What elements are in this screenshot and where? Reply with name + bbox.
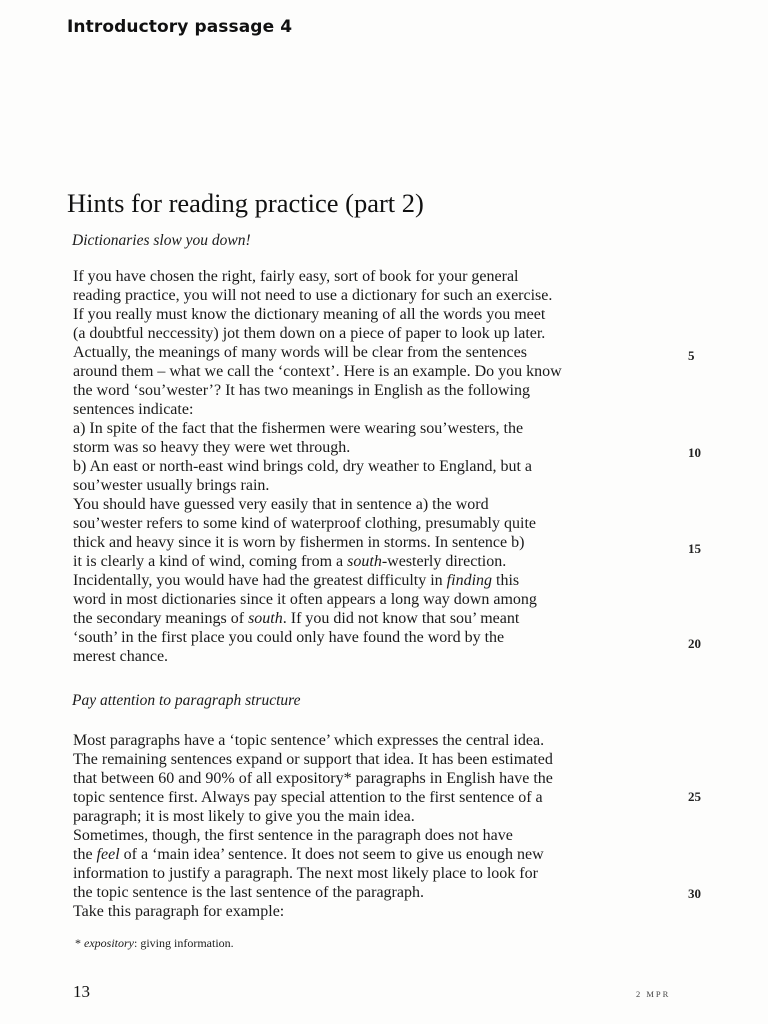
text-segment: sentences indicate: — [73, 401, 194, 418]
text-segment: of a ‘main idea’ sentence. It does not seem to give us enough new — [119, 846, 544, 863]
text-line — [73, 902, 284, 921]
text-segment: Most paragraphs have a ‘topic sentence’ which expresses the central idea. — [73, 732, 545, 749]
footnote — [75, 936, 234, 951]
text-segment: b) An east or north-east wind brings cold, dry weather to England, but a — [73, 458, 532, 475]
text-segment: information to justify a paragraph. The next most likely place to look for — [73, 865, 538, 882]
text-line — [73, 864, 538, 883]
footnote-term: expository — [84, 936, 134, 950]
text-line — [73, 457, 532, 476]
text-segment: sou’wester refers to some kind of waterproof clothing, presumably quite — [73, 515, 536, 532]
text-segment: this — [492, 572, 520, 589]
line-number: 5 — [688, 348, 695, 363]
text-segment: If you have chosen the right, fairly easy, sort of book for your general — [73, 268, 519, 285]
text-line — [73, 400, 193, 419]
text-line — [73, 267, 518, 286]
text-segment: (a doubtful neccessity) jot them down on a piece of paper to look up later. — [73, 325, 546, 342]
text-segment: Actually, the meanings of many words will be clear from the sentences — [73, 344, 527, 361]
text-segment: the word ‘sou’wester’? It has two meanings in English as the following — [73, 382, 530, 399]
text-line — [73, 476, 269, 495]
text-line — [73, 324, 545, 343]
text-segment: You should have guessed very easily that in sentence a) the word — [73, 496, 489, 513]
text-line — [73, 750, 553, 769]
line-number: 25 — [688, 789, 701, 804]
text-segment: the secondary meanings of — [73, 610, 249, 627]
italic-word: south — [347, 553, 382, 570]
text-segment: merest chance. — [73, 648, 169, 665]
text-segment: reading practice, you will not need to use a dictionary for such an exercise. — [73, 287, 553, 304]
text-line — [73, 628, 504, 647]
line-number: 15 — [688, 541, 701, 556]
text-line — [73, 533, 524, 552]
passage-header: Introductory passage 4 — [67, 17, 293, 37]
text-segment: sou’wester usually brings rain. — [73, 477, 270, 494]
text-segment: ‘south’ in the first place you could only have found the word by the — [73, 629, 505, 646]
line-number: 30 — [688, 886, 701, 901]
text-segment: around them – what we call the ‘context’. Here is an example. Do you know — [73, 363, 562, 380]
text-segment: If you really must know the dictionary meaning of all the words you meet — [73, 306, 546, 323]
text-line — [73, 788, 543, 807]
text-line — [73, 845, 544, 864]
line-number: 10 — [688, 445, 701, 460]
text-segment: the — [73, 846, 97, 863]
text-line — [73, 381, 530, 400]
text-segment: it is clearly a kind of wind, coming from a — [73, 553, 348, 570]
page-number: 13 — [73, 982, 90, 1001]
text-line — [73, 362, 562, 381]
printer-signature-mark: 2 MPR — [636, 989, 671, 999]
text-line — [73, 286, 552, 305]
text-line — [73, 495, 489, 514]
text-line — [73, 647, 168, 666]
text-segment: thick and heavy since it is worn by fishermen in storms. In sentence b) — [73, 534, 525, 551]
text-line — [73, 514, 536, 533]
page-title: Hints for reading practice (part 2) — [67, 188, 424, 218]
text-line — [73, 419, 523, 438]
text-line — [73, 609, 519, 628]
text-line — [73, 883, 424, 902]
text-line — [73, 571, 519, 590]
text-segment: Take this paragraph for example: — [73, 903, 285, 920]
text-segment: -westerly direction. — [381, 553, 507, 570]
text-segment: paragraph; it is most likely to give you the main idea. — [73, 808, 415, 825]
text-segment: a) In spite of the fact that the fishermen were wearing sou’westers, the — [73, 420, 524, 437]
text-line — [73, 826, 513, 845]
italic-word: south — [248, 610, 283, 627]
footnote-marker: * — [75, 936, 84, 950]
text-segment: Incidentally, you would have had the greatest difficulty in — [73, 572, 447, 589]
text-segment: that between 60 and 90% of all expository* paragraphs in English have the — [73, 770, 553, 787]
line-number: 20 — [688, 636, 701, 651]
text-segment: The remaining sentences expand or support that idea. It has been estimated — [73, 751, 553, 768]
italic-word: feel — [96, 846, 120, 863]
text-segment: . If you did not know that sou’ meant — [282, 610, 520, 627]
subheading-paragraph-structure: Pay attention to paragraph structure — [72, 692, 301, 709]
text-line — [73, 305, 545, 324]
text-line — [73, 590, 537, 609]
subheading-dictionaries: Dictionaries slow you down! — [72, 232, 251, 249]
text-line — [73, 769, 553, 788]
text-line — [73, 343, 527, 362]
footnote-text: : giving information. — [134, 936, 234, 950]
text-line — [73, 552, 506, 571]
text-segment: Sometimes, though, the first sentence in the paragraph does not have — [73, 827, 513, 844]
text-line — [73, 807, 415, 826]
text-segment: word in most dictionaries since it often appears a long way down among — [73, 591, 537, 608]
text-segment: the topic sentence is the last sentence of the paragraph. — [73, 884, 424, 901]
text-segment: storm was so heavy they were wet through. — [73, 439, 351, 456]
text-line — [73, 731, 544, 750]
text-line — [73, 438, 350, 457]
text-segment: topic sentence first. Always pay special attention to the first sentence of a — [73, 789, 543, 806]
italic-word: finding — [446, 572, 493, 589]
